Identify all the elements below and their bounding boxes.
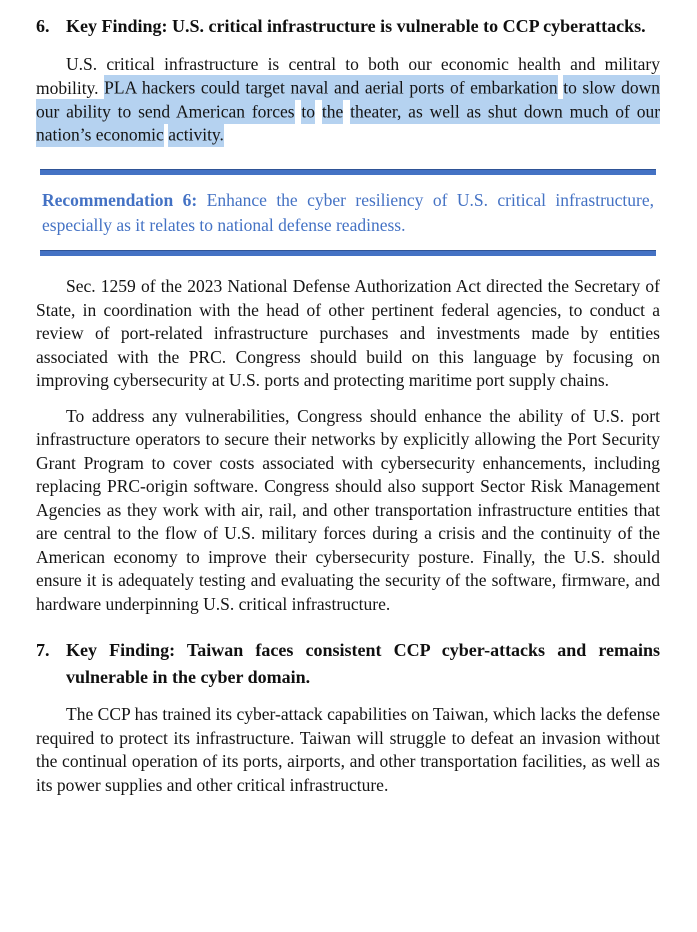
ndaa-sec1259-paragraph: Sec. 1259 of the 2023 National Defense Authorization Act directed the Secretary of State, in coordination with the head of other pertinent federal agencies, to conduct a review of port-related infrastructure purchases and investments made by entities associated with the PRC. Congress should build on this language by focusing on improving cybersecurity at U.S. ports and protecting maritime port supply chains.: [36, 276, 660, 390]
text-selection-highlight: theater, as well as shut down much of our nation’s economic: [36, 99, 660, 148]
recommendation-box: [40, 169, 656, 256]
recommendation-6-body: Enhance the cyber resiliency of U.S. critical infrastructure, especially as it relates to national defense readiness.: [42, 190, 655, 235]
text-selection-highlight: the: [322, 99, 343, 124]
finding-7-number: 7.: [36, 640, 50, 660]
finding-6-heading-text: Key Finding: U.S. critical infrastructure is vulnerable to CCP cyberattacks.: [66, 16, 646, 36]
paragraph-text: U.S. critical infrastructure is central to both our economic health and military mobility.: [36, 54, 660, 98]
text-selection-highlight: to: [301, 99, 315, 124]
finding-6-number: 6.: [36, 16, 50, 36]
finding-7-heading-text: Key Finding: Taiwan faces consistent CCP cyber-attacks and remains vulnerable in the cyber domain.: [66, 640, 660, 687]
key-finding-7-heading: [36, 637, 660, 691]
finding6-paragraph: [36, 53, 660, 147]
vulnerabilities-paragraph: To address any vulnerabilities, Congress should enhance the ability of U.S. port infrastructure operators to secure their networks by explicitly allowing the Port Security Grant Program to cover costs associated with cybersecurity enhancements, including replacing PRC-origin software. Congress should also support Sector Risk Management Agencies as they work with air, rail, and other transportation infrastructure entities that are central to the flow of U.S. military forces during a crisis and the continuity of the American economy to improve their cybersecurity posture. Finally, the U.S. should ensure it is adequately testing and evaluating the security of the software, firmware, and hardware underpinning U.S. critical infrastructure.: [36, 405, 660, 614]
key-finding-6-heading: [36, 13, 660, 40]
recommendation-rule-bottom: [40, 250, 656, 256]
text-selection-highlight: activity.: [168, 122, 224, 147]
recommendation-6-label: Recommendation 6:: [42, 190, 198, 210]
text-selection-highlight: PLA hackers could target naval and aerial ports of embarkation: [104, 75, 557, 100]
text-selection-highlight: to slow down our ability to send American forces: [36, 75, 660, 124]
finding7-paragraph: The CCP has trained its cyber-attack capabilities on Taiwan, which lacks the defense required to protect its infrastructure. Taiwan will struggle to defeat an invasion without the continual operation of its ports, airports, and other transportation facilities, as well as its power supplies and other critical infrastructure.: [36, 704, 660, 795]
paragraph-text: [315, 101, 322, 121]
recommendation-6-text: [40, 175, 656, 250]
